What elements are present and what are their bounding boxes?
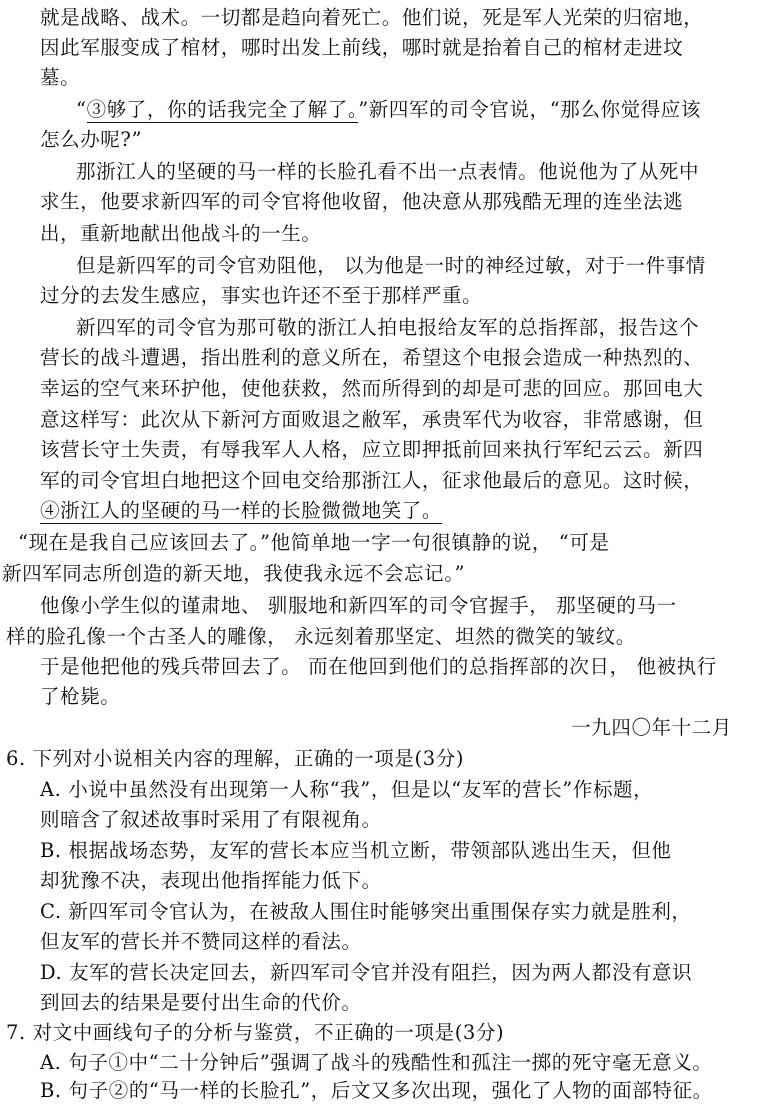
open-quote: “: [76, 98, 87, 121]
passage-line-22: 于是他把他的残兵带回去了。 而在他回到他们的总指挥部的次日， 他被执行: [40, 655, 717, 678]
passage-line-3: 墓。: [40, 66, 81, 89]
underlined-sentence-3: ③够了，你的话我完全了解了。: [86, 98, 359, 121]
passage-line-12: 营长的战斗遭遇，指出胜利的意义所在，希望这个电报会造成一种热烈的、: [40, 346, 704, 369]
passage-line-8: 出，重新地献出他战斗的一生。: [40, 222, 322, 245]
passage-line-9: 但是新四军的司令官劝阻他， 以为他是一时的神经过敏，对于一件事情: [76, 254, 706, 277]
underlined-sentence-4: ④浙江人的坚硬的马一样的长脸微微地笑了。: [40, 499, 443, 522]
question-6-option-b-line-2: 却犹豫不决，表现出他指挥能力低下。: [40, 869, 382, 892]
passage-line-11: 新四军的司令官为那可敬的浙江人拍电报给友军的总指挥部，报告这个: [76, 316, 700, 339]
question-7-option-a: A. 句子①中“二十分钟后”强调了战斗的残酷性和孤注一掷的死守毫无意义。: [40, 1051, 713, 1074]
passage-date: 一九四〇年十二月: [571, 716, 732, 739]
question-6-option-c-line-2: 但友军的营长并不赞同这样的看法。: [40, 930, 362, 953]
passage-line-6: 那浙江人的坚硬的马一样的长脸孔看不出一点表情。他说他为了从死中: [76, 160, 700, 183]
passage-line-7: 求生，他要求新四军的司令官将他收留，他决意从那残酷无理的连坐法逃: [40, 190, 684, 213]
question-7-option-b: B. 句子②的“马一样的长脸孔”，后文又多次出现，强化了人物的面部特征。: [40, 1079, 713, 1102]
passage-line-13: 幸运的空气来环护他，使他获救，然而所得到的却是可悲的回应。那回电大: [40, 377, 704, 400]
passage-line-1: 就是战略、战术。一切都是趋向着死亡。他们说，死是军人光荣的归宿地，: [40, 6, 704, 29]
question-7-stem: 7. 对文中画线句子的分析与鉴赏，不正确的一项是(3分): [6, 1021, 505, 1044]
question-6-option-a-line-1: A. 小说中虽然没有出现第一人称“我”，但是以“友军的营长”作标题，: [40, 778, 654, 801]
passage-line-19: 新四军同志所创造的新天地，我使我永远不会忘记。”: [2, 562, 466, 585]
passage-line-20: 他像小学生似的谨肃地、 驯服地和新四军的司令官握手， 那坚硬的马一: [40, 594, 677, 617]
question-6-option-b-line-1: B. 根据战场态势，友军的营长本应当机立断，带领部队逃出生天，但他: [40, 839, 672, 862]
passage-line-4: [76, 95, 701, 125]
question-6-option-d-line-2: 到回去的结果是要付出生命的代价。: [40, 991, 362, 1014]
passage-line-10: 过分的去发生感应，事实也许还不至于那样严重。: [40, 284, 483, 307]
question-6-stem: 6. 下列对小说相关内容的理解，正确的一项是(3分): [6, 747, 465, 770]
passage-line-5: 怎么办呢?”: [40, 128, 143, 151]
passage-line-14: 意这样写：此次从下新河方面败退之敝军，承贵军代为收容，非常感谢，但: [40, 408, 704, 431]
passage-line-2: 因此军服变成了棺材，哪时出发上前线，哪时就是抬着自己的棺材走进坟: [40, 36, 684, 59]
question-6-option-d-line-1: D. 友军的营长决定回去，新四军司令官并没有阻拦，因为两人都没有意识: [40, 961, 693, 984]
question-6-option-a-line-2: 则暗含了叙述故事时采用了有限视角。: [40, 808, 382, 831]
passage-line-17: [40, 496, 442, 526]
line-4-rest: ”新四军的司令官说，“那么你觉得应该: [358, 98, 701, 121]
passage-line-15: 该营长守土失责，有辱我军人人格，应立即押抵前回来执行军纪云云。新四: [40, 438, 704, 461]
passage-line-23: 了枪毙。: [40, 685, 121, 708]
passage-line-16: 军的司令官坦白地把这个回电交给那浙江人，征求他最后的意见。这时候，: [40, 469, 704, 492]
passage-line-18: “现在是我自己应该回去了。”他简单地一字一句很镇静的说， “可是: [18, 531, 610, 554]
passage-line-21: 样的脸孔像一个古圣人的雕像， 永远刻着那坚定、坦然的微笑的皱纹。: [6, 625, 636, 648]
question-6-option-c-line-1: C. 新四军司令官认为，在被敌人围住时能够突出重围保存实力就是胜利，: [40, 900, 692, 923]
